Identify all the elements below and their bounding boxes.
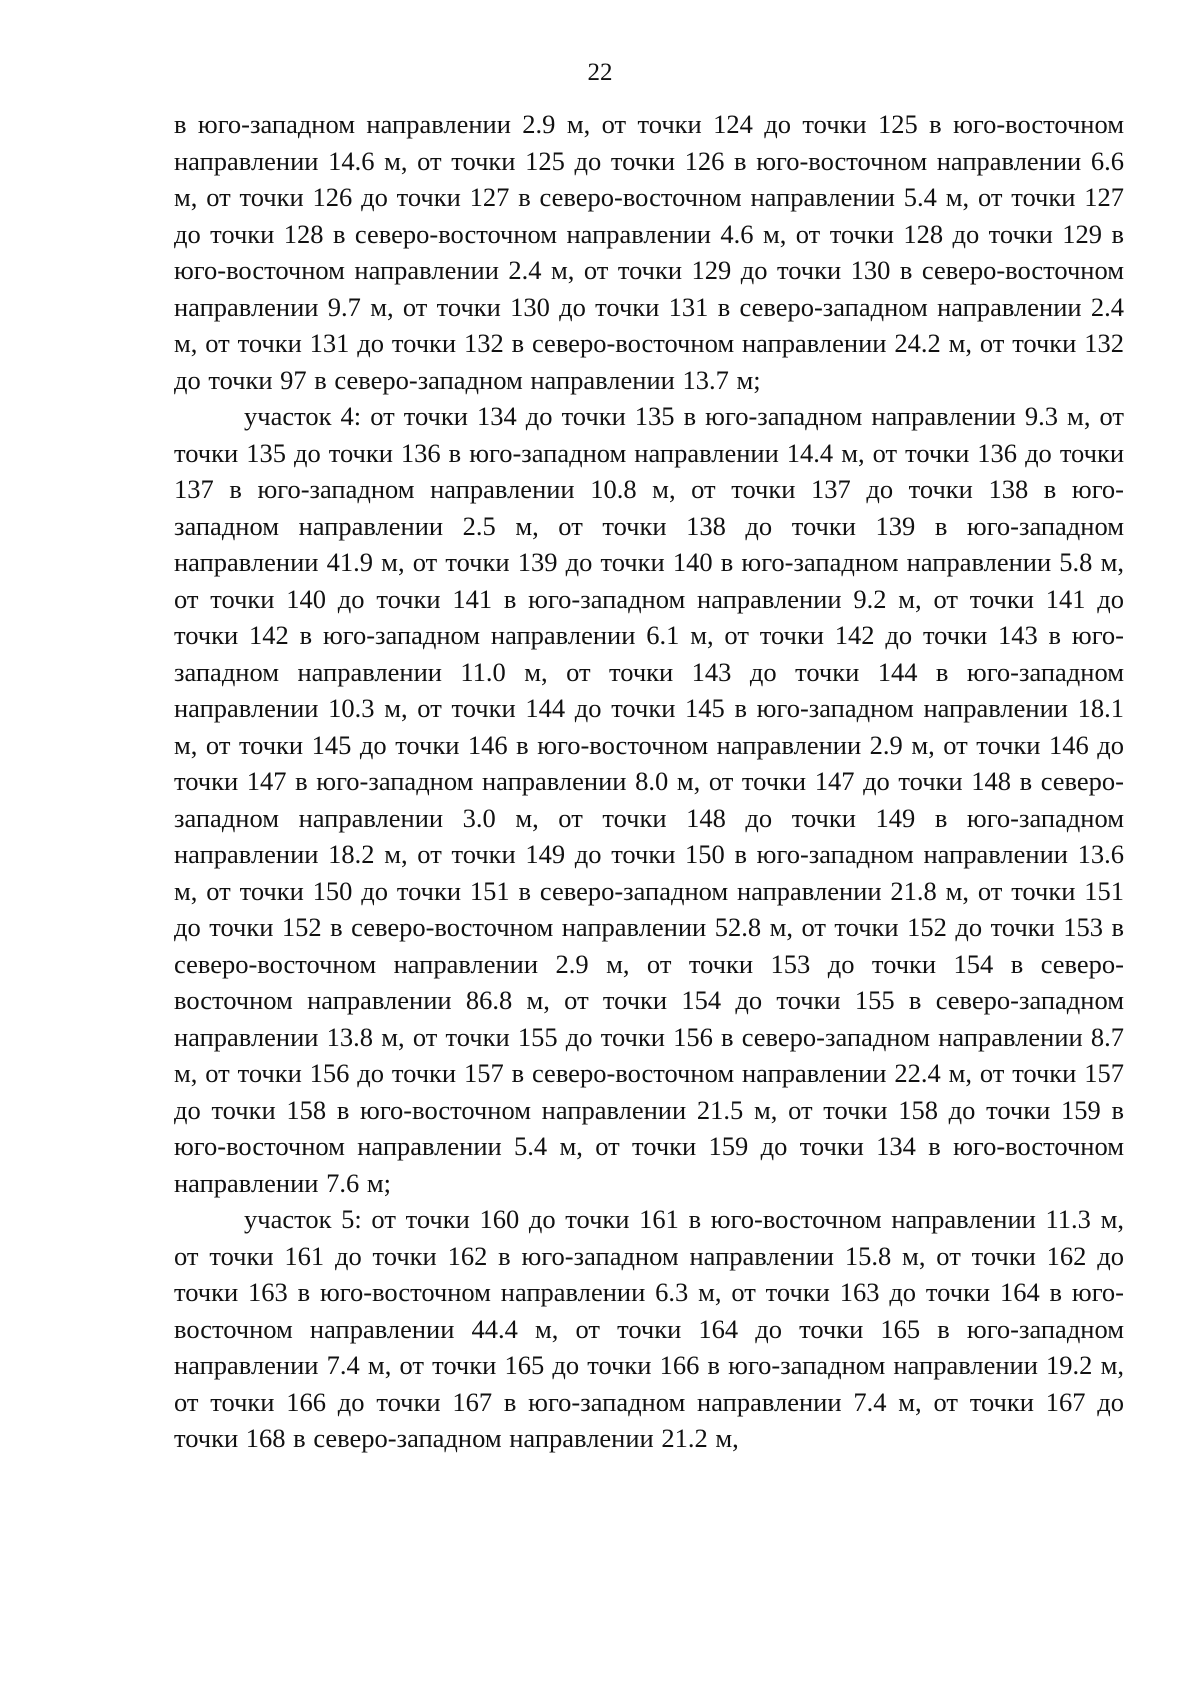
- paragraph-continuation: в юго-западном направлении 2.9 м, от точки 124 до точки 125 в юго-восточном направлении 14.6 м, от точки 125 до точки 126 в юго-восточном направлении 6.6 м, от точки 126 до точки 127 в северо-восточном направлении 5.4 м, от точки 127 до точки 128 в северо-восточном направлении 4.6 м, от точки 128 до точки 129 в юго-восточном направлении 2.4 м, от точки 129 до точки 130 в северо-восточном направлении 9.7 м, от точки 130 до точки 131 в северо-западном направлении 2.4 м, от точки 131 до точки 132 в северо-восточном направлении 24.2 м, от точки 132 до точки 97 в северо-западном направлении 13.7 м;: [174, 109, 1124, 395]
- paragraph-plot-5: участок 5: от точки 160 до точки 161 в юго-восточном направлении 11.3 м, от точки 161 до точки 162 в юго-западном направлении 15.8 м, от точки 162 до точки 163 в юго-восточном направлении 6.3 м, от точки 163 до точки 164 в юго-восточном направлении 44.4 м, от точки 164 до точки 165 в юго-западном направлении 7.4 м, от точки 165 до точки 166 в юго-западном направлении 19.2 м, от точки 166 до точки 167 в юго-западном направлении 7.4 м, от точки 167 до точки 168 в северо-западном направлении 21.2 м,: [174, 1204, 1124, 1453]
- paragraph-plot-4: участок 4: от точки 134 до точки 135 в юго-западном направлении 9.3 м, от точки 135 до точки 136 в юго-западном направлении 14.4 м, от точки 136 до точки 137 в юго-западном направлении 10.8 м, от точки 137 до точки 138 в юго-западном направлении 2.5 м, от точки 138 до точки 139 в юго-западном направлении 41.9 м, от точки 139 до точки 140 в юго-западном направлении 5.8 м, от точки 140 до точки 141 в юго-западном направлении 9.2 м, от точки 141 до точки 142 в юго-западном направлении 6.1 м, от точки 142 до точки 143 в юго-западном направлении 11.0 м, от точки 143 до точки 144 в юго-западном направлении 10.3 м, от точки 144 до точки 145 в юго-западном направлении 18.1 м, от точки 145 до точки 146 в юго-восточном направлении 2.9 м, от точки 146 до точки 147 в юго-западном направлении 8.0 м, от точки 147 до точки 148 в северо-западном направлении 3.0 м, от точки 148 до точки 149 в юго-западном направлении 18.2 м, от точки 149 до точки 150 в юго-западном направлении 13.6 м, от точки 150 до точки 151 в северо-западном направлении 21.8 м, от точки 151 до точки 152 в северо-восточном направлении 52.8 м, от точки 152 до точки 153 в северо-восточном направлении 2.9 м, от точки 153 до точки 154 в северо-восточном направлении 86.8 м, от точки 154 до точки 155 в северо-западном направлении 13.8 м, от точки 155 до точки 156 в северо-западном направлении 8.7 м, от точки 156 до точки 157 в северо-восточном направлении 22.4 м, от точки 157 до точки 158 в юго-восточном направлении 21.5 м, от точки 158 до точки 159 в юго-восточном направлении 5.4 м, от точки 159 до точки 134 в юго-восточном направлении 7.6 м;: [174, 401, 1124, 1198]
- page-number: 22: [587, 59, 613, 86]
- document-body: [174, 106, 1124, 1457]
